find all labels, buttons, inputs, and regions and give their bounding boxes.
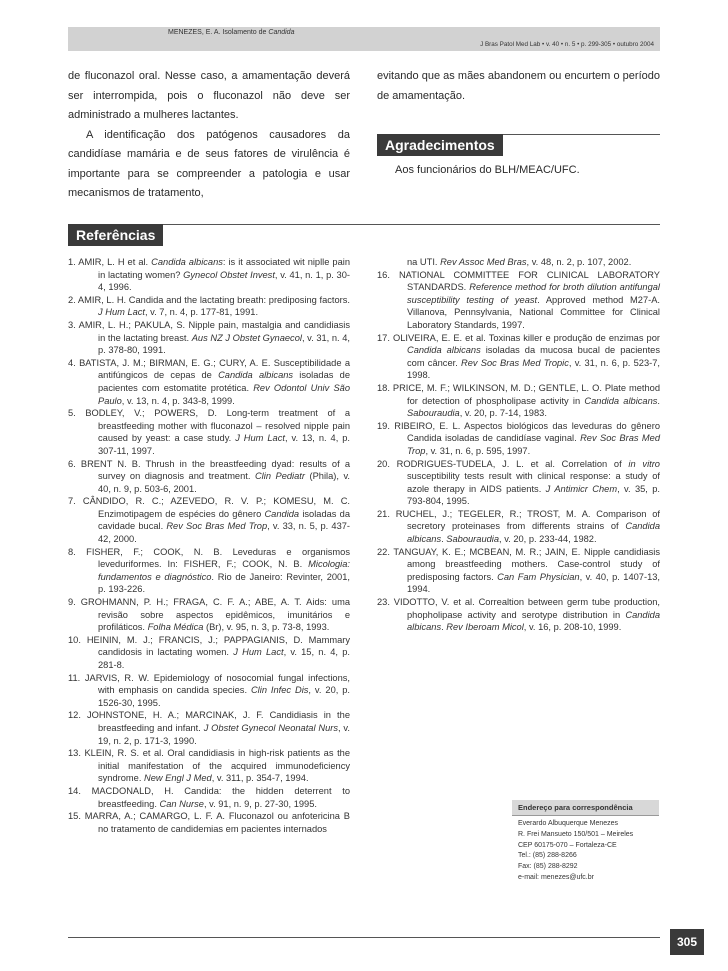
reference-italic: J Hum Lact bbox=[98, 307, 146, 318]
reference-text: 21. RUCHEL, J.; TEGELER, R.; TROST, M. A. Comparison of secretory proteinases from differents strains of bbox=[377, 508, 660, 532]
acknowledgments-text: Aos funcionários do BLH/MEAC/UFC. bbox=[395, 164, 580, 176]
reference-text: , v. 16, p. 208-10, 1999. bbox=[523, 622, 622, 633]
reference-italic: Gynecol Obstet Invest bbox=[183, 269, 275, 280]
reference-text: 3. AMIR, L. H.; PAKULA, S. Nipple pain, mastalgia and candidiasis in the lactating breast. bbox=[68, 319, 350, 343]
reference-italic: Clin Pediatr bbox=[254, 471, 305, 482]
reference-text: . bbox=[441, 534, 447, 545]
reference-italic: Candida albicans bbox=[407, 345, 481, 356]
reference-italic: Clin Infec Dis bbox=[250, 685, 309, 696]
reference-text: , v. 20, p. 7-14, 1983. bbox=[459, 408, 547, 419]
references-left-column bbox=[68, 256, 350, 835]
reference-italic: Sabouraudia bbox=[407, 408, 460, 419]
correspondence-title: Endereço para correspondência bbox=[512, 800, 659, 816]
reference-italic: Candida albicans bbox=[584, 395, 658, 406]
journal-citation: J Bras Patol Med Lab • v. 40 • n. 5 • p. 299-305 • outubro 2004 bbox=[480, 41, 654, 48]
reference-text: (Phila), v. 40, n. 9, p. 503-6, 2001. bbox=[98, 471, 350, 494]
reference-item bbox=[377, 382, 660, 420]
reference-item bbox=[68, 634, 350, 672]
reference-item bbox=[68, 810, 350, 835]
reference-italic: J Obstet Gynecol Neonatal Nurs bbox=[203, 722, 339, 733]
reference-text: 14. MACDONALD, H. Candida: the hidden deterrent to breastfeeding. bbox=[68, 785, 350, 809]
reference-item bbox=[377, 269, 660, 332]
reference-item bbox=[68, 495, 350, 545]
reference-text: , v. 13, n. 4, p. 343-8, 1999. bbox=[121, 395, 235, 406]
reference-text: 4. BATISTA, J. M.; BIRMAN, E. G.; CURY, A. E. Susceptibilidade a antifúngicos de cepas de bbox=[68, 357, 350, 381]
reference-italic: Rev Soc Bras Med Trop bbox=[407, 433, 660, 456]
reference-text: 10. HEININ, M. J.; FRANCIS, J.; PAPPAGIANIS, D. Mammary candidosis in lactating women. bbox=[68, 634, 350, 658]
correspondence-line: e-mail: menezes@ufc.br bbox=[518, 873, 594, 881]
reference-text: 22. TANGUAY, K. E.; MCBEAN, M. R.; JAIN, E. Nipple candidiasis among breastfeeding mothers. Case-control study of predisposing factors. bbox=[377, 546, 660, 582]
correspondence-line: CEP 60175-070 – Fortaleza-CE bbox=[518, 841, 617, 849]
reference-text: , v. 48, n. 2, p. 107, 2002. bbox=[526, 257, 632, 267]
reference-text: , v. 13, n. 4, p. 307-11, 1997. bbox=[98, 433, 350, 456]
reference-item bbox=[377, 458, 660, 508]
reference-italic: Sabouraudia bbox=[446, 534, 500, 545]
reference-italic: Folha Médica bbox=[147, 622, 204, 633]
reference-italic: Rev Soc Bras Med Trop bbox=[166, 521, 268, 532]
reference-text: 11. JARVIS, R. W. Epidemiology of nosocomial fungal infections, with emphasis on candida species. bbox=[68, 672, 350, 696]
reference-item bbox=[68, 785, 350, 810]
reference-text: 15. MARRA, A.; CAMARGO, L. F. A. Fluconazol ou anfotericina B no tratamento de candidemias em pacientes internados bbox=[68, 811, 350, 834]
reference-item bbox=[68, 709, 350, 747]
footer-rule bbox=[68, 937, 660, 938]
reference-text: , v. 91, n. 9, p. 27-30, 1995. bbox=[203, 798, 317, 809]
reference-text: . bbox=[441, 622, 447, 633]
reference-item bbox=[68, 596, 350, 634]
body-paragraph: A identificação dos patógenos causadores da candidíase mamária e de seus fatores de virulência é importante para se compreender a patologia e usar mecanismos de tratamento, bbox=[68, 128, 350, 199]
reference-text: , v. 15, n. 4, p. 281-8. bbox=[98, 647, 350, 670]
reference-item bbox=[377, 332, 660, 382]
reference-item bbox=[68, 458, 350, 496]
reference-italic: J Antimicr Chem bbox=[545, 483, 618, 494]
reference-text: , v. 311, p. 354-7, 1994. bbox=[211, 773, 309, 784]
reference-item bbox=[377, 508, 660, 546]
correspondence-line: Tel.: (85) 288-8266 bbox=[518, 852, 577, 860]
page-number: 305 bbox=[670, 929, 704, 955]
reference-italic: Can Fam Physician bbox=[497, 571, 580, 582]
reference-item bbox=[68, 747, 350, 785]
reference-italic: J Hum Lact bbox=[235, 433, 285, 444]
reference-italic: Rev Soc Bras Med Tropic bbox=[461, 357, 569, 368]
reference-text: , v. 20, p. 233-44, 1982. bbox=[499, 534, 597, 545]
reference-italic: Can Nurse bbox=[159, 798, 204, 809]
reference-text: 7. CÂNDIDO, R. C.; AZEVEDO, R. V. P.; KOMESU, M. C. Enzimotipagem de espécies do gênero bbox=[68, 496, 350, 519]
reference-item bbox=[68, 407, 350, 457]
reference-italic: Candida albicans bbox=[407, 609, 660, 633]
correspondence-line: R. Frei Mansueto 150/501 – Meireles bbox=[518, 830, 634, 838]
reference-text: , v. 31, n. 6, p. 523-7, 1998. bbox=[407, 357, 660, 381]
reference-text: isoladas da mucosa bucal de pacientes com câncer. bbox=[407, 345, 660, 368]
reference-item bbox=[68, 294, 350, 319]
reference-item bbox=[377, 420, 660, 458]
reference-text: : is it associated wit niplle pain in lactating women? bbox=[98, 257, 350, 280]
reference-text: 19. RIBEIRO, E. L. Aspectos biológicos das leveduras do gênero Candida isoladas de candidíase vaginal. bbox=[377, 420, 660, 444]
reference-text: 13. KLEIN, R. S. et al. Oral candidiasis in high-risk patients as the initial manifestation of the acquired immunodeficiency syndrome. bbox=[68, 748, 350, 784]
reference-text: 1. AMIR, L. H et al. bbox=[68, 257, 152, 267]
correspondence-line: Everardo Albuquerque Menezes bbox=[518, 820, 619, 827]
reference-item bbox=[68, 672, 350, 710]
reference-item bbox=[377, 546, 660, 596]
body-right-column bbox=[377, 67, 660, 106]
reference-italic: Aus NZ J Obstet Gynaecol bbox=[191, 332, 302, 343]
reference-italic: New Engl J Med bbox=[144, 773, 212, 784]
reference-italic: Micologia: fundamentos e diagnóstico bbox=[98, 559, 350, 582]
reference-italic: Reference method for broth dilution antifungal susceptibility testing of yeast bbox=[407, 282, 660, 305]
body-paragraph: evitando que as mães abandonem ou encurtem o período de amamentação. bbox=[377, 70, 660, 102]
reference-text: . Approved method M27-A. Villanova, Pennsylvania, National Committee for Clinical Laboratory Standards, 1997. bbox=[407, 294, 660, 330]
reference-italic: J Hum Lact bbox=[233, 647, 284, 658]
reference-text: . Rio de Janeiro: Revinter, 2001, p. 193-226. bbox=[98, 571, 350, 595]
reference-text: 8. FISHER, F.; COOK, N. B. Leveduras e organismos leveduriformes. In: FISHER, F.; COOK, N. B. bbox=[68, 546, 350, 570]
reference-text: isoladas da cavidade bucal. bbox=[98, 508, 350, 532]
reference-text: susceptibility tests result with clinical response: a study of azole therapy in AIDS patients. bbox=[407, 471, 660, 494]
reference-italic: Rev Iberoam Micol bbox=[446, 622, 524, 633]
reference-text: , v. 35, p. 793-804, 1995. bbox=[407, 483, 660, 507]
reference-italic: Candida bbox=[264, 508, 300, 519]
reference-text: 12. JOHNSTONE, H. A.; MARCINAK, J. F. Candidiasis in the breastfeeding and infant. bbox=[68, 710, 350, 733]
reference-text: (Br), v. 95, n. 3, p. 73-8, 1993. bbox=[203, 622, 330, 633]
reference-text: , v. 41, n. 1, p. 30-4, 1996. bbox=[98, 269, 350, 293]
reference-italic: Candida albicans bbox=[151, 257, 223, 267]
correspondence-line: Fax: (85) 288-8292 bbox=[518, 863, 578, 871]
reference-text: 20. RODRIGUES-TUDELA, J. L. et al. Correlation of bbox=[377, 458, 629, 469]
reference-text: , v. 31, n. 4, p. 378-80, 1991. bbox=[98, 332, 351, 356]
references-right-column bbox=[377, 256, 660, 634]
reference-text: isoladas de pacientes com estomatite protética. bbox=[98, 370, 350, 393]
reference-text: , v. 33, n. 5, p. 437-42, 2000. bbox=[98, 521, 350, 545]
reference-italic: Candida albicans bbox=[407, 521, 660, 545]
reference-text: 23. VIDOTTO, V. et al. Correaltion between germ tube production, phopholipase activity and serotype distribution in bbox=[377, 597, 660, 620]
reference-text: 5. BODLEY, V.; POWERS, D. Long-term treatment of a breastfeeding mother with fluconazol – resolved nipple pain caused by yeast: a case study. bbox=[68, 408, 350, 444]
reference-item bbox=[68, 319, 350, 357]
references-title: Referências bbox=[68, 224, 163, 246]
reference-italic: in vitro bbox=[628, 458, 660, 469]
reference-text: 2. AMIR, L. H. Candida and the lactating breath: prediposing factors. bbox=[68, 294, 350, 305]
reference-item bbox=[68, 256, 350, 294]
reference-item bbox=[377, 596, 660, 634]
body-paragraph: de fluconazol oral. Nesse caso, a amamentação deverá ser interrompida, pois o fluconazol não deve ser administrado a mulheres lactantes. bbox=[68, 70, 350, 121]
reference-text: , v. 7, n. 4, p. 177-81, 1991. bbox=[145, 307, 259, 318]
reference-italic: Rev Odontol Univ São Paulo bbox=[98, 382, 350, 406]
reference-text: . bbox=[657, 395, 661, 406]
running-title-italic: Candida bbox=[268, 29, 295, 36]
reference-italic: Rev Assoc Med Bras bbox=[440, 257, 527, 267]
running-header bbox=[68, 27, 660, 51]
acknowledgments-title: Agradecimentos bbox=[377, 134, 503, 156]
correspondence-box bbox=[512, 800, 659, 884]
reference-text: , v. 31, n. 6, p. 595, 1997. bbox=[425, 445, 531, 456]
reference-item bbox=[377, 256, 660, 269]
reference-text: 18. PRICE, M. F.; WILKINSON, M. D.; GENTLE, L. O. Plate method for detection of phospholipase activity in bbox=[377, 382, 660, 406]
reference-item bbox=[68, 357, 350, 407]
reference-text: 6. BRENT N. B. Thrush in the breastfeeding dyad: results of a survey on diagnosis and treatment. bbox=[68, 458, 350, 482]
reference-text: , v. 40, p. 1407-13, 1994. bbox=[407, 571, 660, 595]
reference-text: 16. NATIONAL COMMITTEE FOR CLINICAL LABORATORY STANDARDS. bbox=[377, 269, 660, 293]
reference-item bbox=[68, 546, 350, 596]
reference-text: na UTI. bbox=[407, 257, 441, 267]
reference-text: 17. OLIVEIRA, E. E. et al. Toxinas killer e produção de enzimas por bbox=[377, 332, 660, 343]
body-left-column bbox=[68, 67, 350, 204]
reference-text: , v. 19, n. 2, p. 171-3, 1990. bbox=[98, 722, 350, 746]
reference-text: 9. GROHMANN, P. H.; FRAGA, C. F. A.; ABE, A. T. Aids: uma revisão sobre aspectos epidêmicos, imunitários e profiláticos. bbox=[68, 597, 350, 633]
running-title-text: MENEZES, E. A. Isolamento de bbox=[168, 29, 269, 36]
reference-italic: Candida albicans bbox=[218, 370, 294, 381]
running-title bbox=[168, 29, 294, 36]
reference-text: , v. 20, p. 1526-30, 1995. bbox=[98, 685, 350, 708]
